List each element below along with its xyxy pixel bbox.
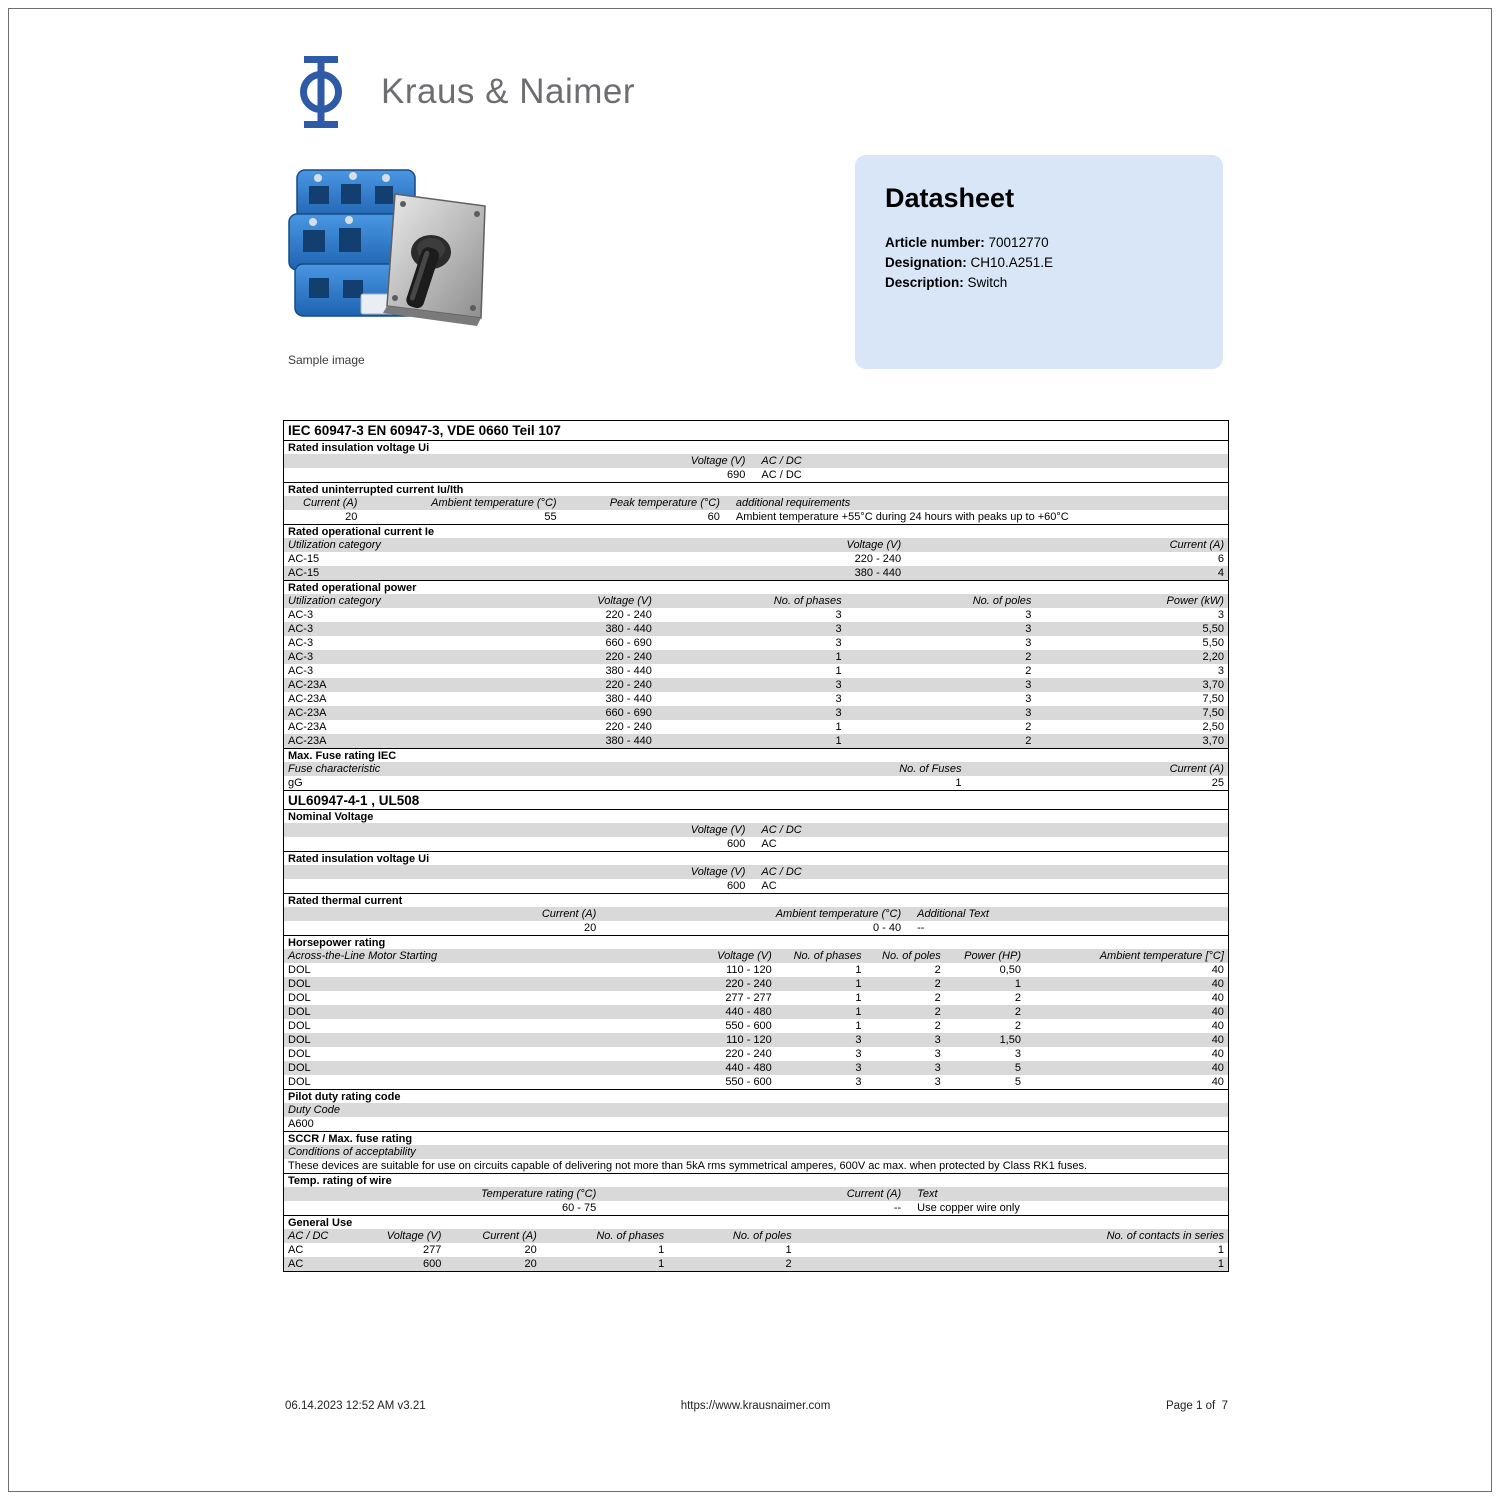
table-cell: No. of poles bbox=[972, 595, 1032, 607]
table-cell: Voltage (V) bbox=[690, 824, 746, 836]
table-cell: 60 - 75 bbox=[561, 1202, 597, 1214]
table-cell: Ambient temperature (°C) bbox=[775, 908, 902, 920]
table-cell: DOL bbox=[288, 1062, 311, 1074]
table-cell: AC / DC bbox=[761, 866, 802, 878]
table-cell: Ambient temperature +55°C during 24 hours with peaks up to +60°C bbox=[735, 511, 1069, 523]
product-image bbox=[283, 156, 493, 351]
info-field bbox=[885, 273, 1193, 293]
sample-image-caption: Sample image bbox=[288, 353, 365, 367]
table-cell: Across-the-Line Motor Starting bbox=[288, 950, 438, 962]
table-cell: AC-3 bbox=[288, 623, 314, 635]
table-cell: 2 bbox=[934, 1020, 941, 1032]
table-cell: 3 bbox=[934, 1048, 941, 1060]
table-cell: 3 bbox=[835, 609, 842, 621]
table-row bbox=[284, 706, 1228, 720]
table-cell: 5 bbox=[1014, 1062, 1021, 1074]
table-cell: 3,70 bbox=[1202, 679, 1224, 691]
kraus-naimer-phi-logo-icon bbox=[285, 54, 357, 130]
table-cell: DOL bbox=[288, 978, 311, 990]
table-row bbox=[284, 1005, 1228, 1019]
table-cell: Current (A) bbox=[303, 497, 358, 509]
table-row bbox=[284, 720, 1228, 734]
table-cell: 1 bbox=[1217, 1244, 1224, 1256]
table-cell: 20 bbox=[524, 1258, 537, 1270]
info-fields bbox=[885, 233, 1193, 293]
table-cell: Current (A) bbox=[541, 908, 597, 920]
table-cell: AC-23A bbox=[288, 707, 327, 719]
column-header-row bbox=[284, 949, 1228, 963]
table-cell: -- bbox=[893, 1202, 902, 1214]
table-section-title: UL60947-4-1 , UL508 bbox=[284, 790, 1228, 809]
table-cell: AC-3 bbox=[288, 651, 314, 663]
table-cell: No. of phases bbox=[773, 595, 842, 607]
table-cell: 40 bbox=[1211, 1020, 1224, 1032]
table-cell: 380 - 440 bbox=[605, 735, 652, 747]
table-cell: AC / DC bbox=[288, 1230, 329, 1242]
table-cell: No. of phases bbox=[793, 950, 862, 962]
switch-product-illustration bbox=[283, 156, 493, 351]
table-cell: Utilization category bbox=[288, 539, 381, 551]
spec-table bbox=[283, 420, 1229, 1272]
table-row bbox=[284, 991, 1228, 1005]
table-row bbox=[284, 921, 1228, 935]
table-cell: 40 bbox=[1211, 1006, 1224, 1018]
table-row bbox=[284, 1061, 1228, 1075]
info-field-label: Designation: bbox=[885, 255, 967, 270]
table-section-header: Rated operational current Ie bbox=[284, 524, 1228, 538]
table-cell: 1 bbox=[835, 651, 842, 663]
table-cell: 380 - 440 bbox=[605, 665, 652, 677]
table-cell: AC bbox=[761, 838, 777, 850]
table-cell: 3 bbox=[855, 1034, 862, 1046]
table-cell: 1 bbox=[835, 735, 842, 747]
table-cell: DOL bbox=[288, 964, 311, 976]
table-cell: DOL bbox=[288, 1048, 311, 1060]
table-cell: DOL bbox=[288, 1076, 311, 1088]
table-cell: Power (HP) bbox=[964, 950, 1021, 962]
column-header-row bbox=[284, 1145, 1228, 1159]
table-cell: 3 bbox=[1025, 707, 1032, 719]
table-section-header: Rated thermal current bbox=[284, 893, 1228, 907]
table-row bbox=[284, 678, 1228, 692]
table-cell: -- bbox=[917, 922, 925, 934]
table-row bbox=[284, 552, 1228, 566]
table-row bbox=[284, 608, 1228, 622]
table-cell: 440 - 480 bbox=[725, 1062, 772, 1074]
table-cell: 3 bbox=[855, 1062, 862, 1074]
table-cell: AC / DC bbox=[761, 469, 802, 481]
table-cell: 2 bbox=[1014, 992, 1021, 1004]
table-cell: 2,50 bbox=[1202, 721, 1224, 733]
table-cell: 1 bbox=[955, 777, 962, 789]
table-cell: 40 bbox=[1211, 1048, 1224, 1060]
table-cell: 380 - 440 bbox=[854, 567, 902, 579]
table-section-header: Temp. rating of wire bbox=[284, 1173, 1228, 1187]
table-cell: Voltage (V) bbox=[597, 595, 652, 607]
table-cell: 3 bbox=[855, 1076, 862, 1088]
table-section-header: Nominal Voltage bbox=[284, 809, 1228, 823]
table-cell: 3 bbox=[1025, 693, 1032, 705]
table-cell: 220 - 240 bbox=[605, 651, 652, 663]
table-cell: No. of poles bbox=[732, 1230, 792, 1242]
info-field-value: CH10.A251.E bbox=[966, 255, 1054, 270]
table-row bbox=[284, 1033, 1228, 1047]
table-cell: 2 bbox=[1025, 721, 1032, 733]
column-header-row bbox=[284, 907, 1228, 921]
table-cell: 60 bbox=[707, 511, 720, 523]
table-cell: 3,70 bbox=[1202, 735, 1224, 747]
table-cell: 3 bbox=[835, 707, 842, 719]
table-cell: DOL bbox=[288, 1006, 311, 1018]
table-cell: 110 - 120 bbox=[726, 1034, 772, 1046]
table-cell: 2 bbox=[934, 992, 941, 1004]
table-row bbox=[284, 622, 1228, 636]
info-field-label: Description: bbox=[885, 275, 964, 290]
table-cell: 690 bbox=[727, 469, 746, 481]
table-cell: AC / DC bbox=[761, 455, 802, 467]
table-cell: Voltage (V) bbox=[386, 1230, 442, 1242]
table-cell: 550 - 600 bbox=[725, 1076, 772, 1088]
table-cell: AC-3 bbox=[288, 637, 314, 649]
table-cell: additional requirements bbox=[735, 497, 851, 509]
table-row bbox=[284, 837, 1228, 851]
table-cell: 660 - 690 bbox=[605, 637, 652, 649]
table-cell: AC-23A bbox=[288, 721, 327, 733]
table-cell: 1 bbox=[1014, 978, 1021, 990]
logo-text: Kraus & Naimer bbox=[381, 72, 636, 111]
info-field-value: Switch bbox=[963, 275, 1008, 290]
info-field-value: 70012770 bbox=[984, 235, 1049, 250]
table-cell: Ambient temperature (°C) bbox=[431, 497, 557, 509]
footer-page-number: Page 1 of 7 bbox=[1165, 1400, 1228, 1412]
table-cell: Utilization category bbox=[288, 595, 381, 607]
table-cell: 1 bbox=[835, 721, 842, 733]
table-cell: 5,50 bbox=[1202, 637, 1224, 649]
table-cell: AC-3 bbox=[288, 665, 314, 677]
table-cell: 2 bbox=[1025, 665, 1032, 677]
table-cell: 3 bbox=[1217, 609, 1224, 621]
table-cell: AC-23A bbox=[288, 735, 327, 747]
table-cell: 220 - 240 bbox=[605, 721, 652, 733]
column-header-row bbox=[284, 1103, 1228, 1117]
table-cell: 3 bbox=[1025, 637, 1032, 649]
table-cell: Current (A) bbox=[1169, 539, 1224, 551]
table-cell: 2 bbox=[934, 978, 941, 990]
footer-url[interactable]: https://www.krausnaimer.com bbox=[680, 1400, 831, 1412]
table-cell: 3 bbox=[1217, 665, 1224, 677]
table-cell: 6 bbox=[1217, 553, 1224, 565]
table-cell: 2 bbox=[1014, 1020, 1021, 1032]
table-cell: AC / DC bbox=[761, 824, 802, 836]
table-cell: 3 bbox=[835, 637, 842, 649]
table-cell: 220 - 240 bbox=[605, 609, 652, 621]
column-header-row bbox=[284, 865, 1228, 879]
table-cell: DOL bbox=[288, 1034, 311, 1046]
table-cell: AC-23A bbox=[288, 679, 327, 691]
table-cell: 25 bbox=[1211, 777, 1224, 789]
table-cell: 220 - 240 bbox=[725, 978, 772, 990]
table-cell: 7,50 bbox=[1202, 693, 1224, 705]
table-cell: 1 bbox=[785, 1244, 792, 1256]
info-field bbox=[885, 253, 1193, 273]
table-row bbox=[284, 776, 1228, 790]
table-cell: 0,50 bbox=[999, 964, 1021, 976]
table-cell: 3 bbox=[835, 623, 842, 635]
table-cell: 1,50 bbox=[999, 1034, 1021, 1046]
table-row bbox=[284, 734, 1228, 748]
table-cell: AC-23A bbox=[288, 693, 327, 705]
table-cell: No. of contacts in series bbox=[1106, 1230, 1224, 1242]
column-header-row bbox=[284, 762, 1228, 776]
table-cell: 3 bbox=[1014, 1048, 1021, 1060]
table-cell: 20 bbox=[345, 511, 358, 523]
table-cell: 40 bbox=[1211, 978, 1224, 990]
table-cell: Duty Code bbox=[288, 1104, 340, 1116]
table-section-title: IEC 60947-3 EN 60947-3, VDE 0660 Teil 107 bbox=[288, 423, 561, 438]
table-cell: 4 bbox=[1217, 567, 1224, 579]
table-row bbox=[284, 636, 1228, 650]
table-cell: 20 bbox=[524, 1244, 537, 1256]
column-header-row bbox=[284, 538, 1228, 552]
table-cell: 110 - 120 bbox=[726, 964, 772, 976]
table-cell: AC-15 bbox=[288, 553, 320, 565]
table-row bbox=[284, 977, 1228, 991]
column-header-row bbox=[284, 454, 1228, 468]
table-cell: 1 bbox=[855, 1006, 862, 1018]
table-cell: Voltage (V) bbox=[717, 950, 772, 962]
table-row bbox=[284, 566, 1228, 580]
table-cell: 40 bbox=[1211, 992, 1224, 1004]
table-cell: AC bbox=[288, 1258, 304, 1270]
table-row bbox=[284, 1117, 1228, 1131]
table-cell: 2 bbox=[934, 964, 941, 976]
table-row bbox=[284, 650, 1228, 664]
table-row bbox=[284, 510, 1228, 524]
table-row bbox=[284, 1257, 1228, 1271]
table-cell: DOL bbox=[288, 992, 311, 1004]
table-cell: No. of poles bbox=[882, 950, 941, 962]
table-cell: 40 bbox=[1211, 1062, 1224, 1074]
table-cell: DOL bbox=[288, 1020, 311, 1032]
table-cell: AC-3 bbox=[288, 609, 314, 621]
table-cell: 0 - 40 bbox=[873, 922, 902, 934]
table-cell: AC bbox=[288, 1244, 304, 1256]
table-cell: Voltage (V) bbox=[690, 455, 746, 467]
info-field-label: Article number: bbox=[885, 235, 985, 250]
table-section-header: Rated insulation voltage Ui bbox=[284, 851, 1228, 865]
table-cell: 20 bbox=[583, 922, 597, 934]
table-cell: 3 bbox=[934, 1062, 941, 1074]
table-cell: 2 bbox=[1025, 735, 1032, 747]
table-section-header: Horsepower rating bbox=[284, 935, 1228, 949]
table-cell: 600 bbox=[727, 838, 746, 850]
table-cell: Additional Text bbox=[917, 908, 989, 920]
table-cell: 1 bbox=[658, 1258, 665, 1270]
table-cell: 3 bbox=[934, 1034, 941, 1046]
table-cell: 660 - 690 bbox=[605, 707, 652, 719]
table-cell: AC bbox=[761, 880, 777, 892]
table-cell: No. of Fuses bbox=[899, 763, 962, 775]
table-cell: 55 bbox=[544, 511, 557, 523]
table-cell: A600 bbox=[288, 1118, 314, 1130]
table-cell: Power (kW) bbox=[1166, 595, 1224, 607]
table-cell: 600 bbox=[423, 1258, 442, 1270]
table-section-header: General Use bbox=[284, 1215, 1228, 1229]
table-cell: 1 bbox=[855, 978, 862, 990]
table-cell: Peak temperature (°C) bbox=[609, 497, 720, 509]
table-row bbox=[284, 1019, 1228, 1033]
table-cell: 1 bbox=[855, 992, 862, 1004]
table-section-header: Max. Fuse rating IEC bbox=[284, 748, 1228, 762]
logo bbox=[285, 54, 635, 130]
datasheet-info-box bbox=[855, 155, 1223, 369]
table-cell: No. of phases bbox=[596, 1230, 665, 1242]
column-header-row bbox=[284, 823, 1228, 837]
table-cell: 1 bbox=[835, 665, 842, 677]
column-header-row bbox=[284, 594, 1228, 608]
table-row bbox=[284, 1243, 1228, 1257]
table-cell: Voltage (V) bbox=[690, 866, 746, 878]
table-section-header: Pilot duty rating code bbox=[284, 1089, 1228, 1103]
table-cell: Conditions of acceptability bbox=[288, 1146, 416, 1158]
column-header-row bbox=[284, 1229, 1228, 1243]
table-cell: 3 bbox=[934, 1076, 941, 1088]
table-row bbox=[284, 692, 1228, 706]
table-cell: Current (A) bbox=[846, 1188, 902, 1200]
table-cell: 2 bbox=[1014, 1006, 1021, 1018]
table-cell: 2 bbox=[934, 1006, 941, 1018]
info-field bbox=[885, 233, 1193, 253]
table-row bbox=[284, 664, 1228, 678]
table-row bbox=[284, 879, 1228, 893]
table-cell: 3 bbox=[1025, 679, 1032, 691]
table-cell: Current (A) bbox=[1169, 763, 1224, 775]
table-cell: 600 bbox=[727, 880, 746, 892]
column-header-row bbox=[284, 496, 1228, 510]
table-cell: 277 bbox=[423, 1244, 442, 1256]
table-cell: 277 - 277 bbox=[725, 992, 772, 1004]
table-cell: 380 - 440 bbox=[605, 693, 652, 705]
table-row bbox=[284, 1201, 1228, 1215]
table-cell: 3 bbox=[1025, 623, 1032, 635]
table-section-header: Rated uninterrupted current Iu/Ith bbox=[284, 482, 1228, 496]
table-section-header: Rated operational power bbox=[284, 580, 1228, 594]
table-cell: 5,50 bbox=[1202, 623, 1224, 635]
footer-date-version: 06.14.2023 12:52 AM v3.21 bbox=[285, 1400, 426, 1412]
table-cell: 3 bbox=[835, 693, 842, 705]
table-row bbox=[284, 468, 1228, 482]
table-section-header: SCCR / Max. fuse rating bbox=[284, 1131, 1228, 1145]
table-row bbox=[284, 963, 1228, 977]
table-cell: 7,50 bbox=[1202, 707, 1224, 719]
table-cell: 1 bbox=[855, 1020, 862, 1032]
footer bbox=[283, 1400, 1228, 1416]
table-cell: Fuse characteristic bbox=[288, 763, 381, 775]
table-cell: 1 bbox=[658, 1244, 665, 1256]
table-cell: These devices are suitable for use on circuits capable of delivering not more than 5kA rms symmetrical amperes, 600V ac max. when protected by Class RK1 fuses. bbox=[288, 1160, 1088, 1172]
table-cell: 2 bbox=[785, 1258, 792, 1270]
table-cell: Use copper wire only bbox=[917, 1202, 1020, 1214]
table-cell: 220 - 240 bbox=[725, 1048, 772, 1060]
table-cell: 3 bbox=[1025, 609, 1032, 621]
table-cell: Text bbox=[917, 1188, 938, 1200]
table-cell: 40 bbox=[1211, 964, 1224, 976]
table-cell: 220 - 240 bbox=[605, 679, 652, 691]
table-cell: 2,20 bbox=[1202, 651, 1224, 663]
datasheet-title: Datasheet bbox=[885, 183, 1015, 213]
table-row bbox=[284, 1075, 1228, 1089]
table-cell: 5 bbox=[1014, 1076, 1021, 1088]
table-cell: Current (A) bbox=[482, 1230, 537, 1242]
table-cell: Temperature rating (°C) bbox=[480, 1188, 597, 1200]
table-cell: 550 - 600 bbox=[725, 1020, 772, 1032]
table-cell: 40 bbox=[1211, 1034, 1224, 1046]
column-header-row bbox=[284, 1187, 1228, 1201]
table-section-header: Rated insulation voltage Ui bbox=[284, 440, 1228, 454]
table-cell: 3 bbox=[855, 1048, 862, 1060]
table-cell: 1 bbox=[1217, 1258, 1224, 1270]
table-cell: Voltage (V) bbox=[846, 539, 902, 551]
table-cell: 380 - 440 bbox=[605, 623, 652, 635]
table-cell: 40 bbox=[1211, 1076, 1224, 1088]
table-row bbox=[284, 1047, 1228, 1061]
table-cell: 3 bbox=[835, 679, 842, 691]
table-cell: Ambient temperature [°C] bbox=[1099, 950, 1224, 962]
table-cell: 2 bbox=[1025, 651, 1032, 663]
table-cell: 440 - 480 bbox=[725, 1006, 772, 1018]
table-cell: 1 bbox=[855, 964, 862, 976]
table-cell: 220 - 240 bbox=[854, 553, 902, 565]
table-row bbox=[284, 1159, 1228, 1173]
table-cell: AC-15 bbox=[288, 567, 320, 579]
table-cell: gG bbox=[288, 777, 303, 789]
